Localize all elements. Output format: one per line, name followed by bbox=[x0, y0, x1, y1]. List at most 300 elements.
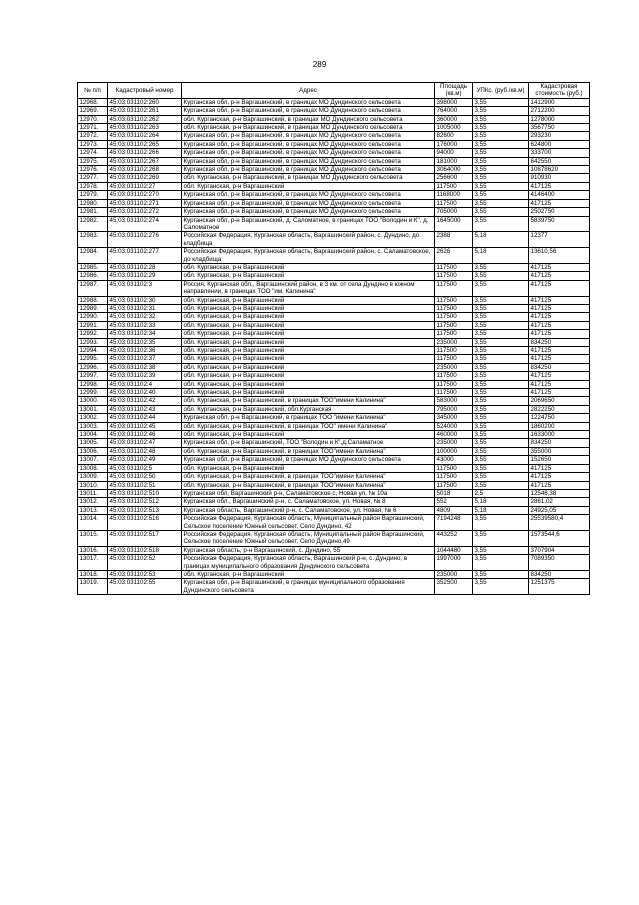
row-num: 12992. bbox=[78, 330, 108, 338]
row-num: 13018. bbox=[78, 570, 108, 578]
table-row bbox=[78, 208, 590, 216]
table-row bbox=[78, 272, 590, 280]
area: 117500 bbox=[435, 296, 473, 304]
address: обл. Курганская, р-н Варгашинский bbox=[182, 272, 435, 280]
address: обл. Курганская, р-н Варгашинский bbox=[182, 389, 435, 397]
cadastral-cost: 834250 bbox=[529, 570, 590, 578]
address: обл. Курганская, р-н Варгашинский bbox=[182, 313, 435, 321]
cadastral-cost: 417125 bbox=[529, 372, 590, 380]
cadastral-cost: 1412900 bbox=[529, 98, 590, 106]
address: Курганская обл, р-н Варгашинский, д. Саломатное, в границах ТОО "Володин и К", д. Саломатное bbox=[182, 216, 435, 232]
area: 235000 bbox=[435, 338, 473, 346]
cadastral-cost: 1573544,6 bbox=[529, 530, 590, 546]
cadastral-cost: 1860200 bbox=[529, 422, 590, 430]
area: 7194248 bbox=[435, 515, 473, 531]
row-num: 13005. bbox=[78, 439, 108, 447]
table-row bbox=[78, 157, 590, 165]
area: 117500 bbox=[435, 481, 473, 489]
cadastral-cost: 910930 bbox=[529, 174, 590, 182]
table-row bbox=[78, 555, 590, 571]
table-row bbox=[78, 296, 590, 304]
upks: 2,5 bbox=[473, 489, 529, 497]
upks: 3,55 bbox=[473, 422, 529, 430]
area: 100000 bbox=[435, 447, 473, 455]
row-num: 13001. bbox=[78, 405, 108, 413]
area: 94000 bbox=[435, 149, 473, 157]
row-num: 13004. bbox=[78, 431, 108, 439]
cadastral-number: 45:03:031102:262 bbox=[108, 115, 182, 123]
table-row bbox=[78, 355, 590, 363]
area: 117500 bbox=[435, 199, 473, 207]
address: обл. Курганская, р-н Варгашинский, в границах МО Дундинского сельсовета bbox=[182, 124, 435, 132]
cadastral-number: 45:03:031102:46 bbox=[108, 431, 182, 439]
cadastral-number: 45:03:031102:50 bbox=[108, 473, 182, 481]
area: 1645000 bbox=[435, 216, 473, 232]
cadastral-number: 45:03:031102:29 bbox=[108, 272, 182, 280]
table-row bbox=[78, 115, 590, 123]
cadastral-cost: 1224750 bbox=[529, 414, 590, 422]
cadastral-number: 45:03:031102:3 bbox=[108, 280, 182, 296]
cadastral-number: 45:03:031102:512 bbox=[108, 498, 182, 506]
cadastral-cost: 417125 bbox=[529, 304, 590, 312]
table-row bbox=[78, 447, 590, 455]
cadastral-cost: 7089350 bbox=[529, 555, 590, 571]
address: обл. Курганская, р-н Варгашинский, в границах ТОО"имени Калинина" bbox=[182, 397, 435, 405]
header-upks: УПКс. (руб./кв.м) bbox=[473, 83, 529, 99]
cadastral-number: 45:03:031102:263 bbox=[108, 124, 182, 132]
row-num: 13009. bbox=[78, 473, 108, 481]
cadastral-cost: 417125 bbox=[529, 347, 590, 355]
address: Курганская обл, р-н Варгашинский, в границах МО Дундинского сельсовета bbox=[182, 166, 435, 174]
cadastral-number: 45:03:031102:36 bbox=[108, 347, 182, 355]
row-num: 12987. bbox=[78, 280, 108, 296]
row-num: 12990. bbox=[78, 313, 108, 321]
cadastral-cost: 417125 bbox=[529, 464, 590, 472]
table-row bbox=[78, 456, 590, 464]
upks: 3,55 bbox=[473, 280, 529, 296]
cadastral-number: 45:03:031102:34 bbox=[108, 330, 182, 338]
table-header bbox=[78, 83, 590, 99]
address: Курганская обл, р-н Варгашинский, в границах МО Дундинского сельсовета bbox=[182, 149, 435, 157]
cadastral-cost: 355000 bbox=[529, 447, 590, 455]
cadastral-number: 45:03:031102:266 bbox=[108, 149, 182, 157]
cadastral-number: 45:03:031102:269 bbox=[108, 174, 182, 182]
cadastral-registry-table bbox=[77, 82, 590, 595]
upks: 3,55 bbox=[473, 431, 529, 439]
table-row bbox=[78, 98, 590, 106]
address: Курганская обл, р-н Варгашинский, в границах МО Дундинского сельсовета bbox=[182, 199, 435, 207]
address: Курганская обл, р-н Варгашинский, в границах МО Дундинского сельсовета bbox=[182, 132, 435, 140]
upks: 3,55 bbox=[473, 439, 529, 447]
address: Российская Федерация, Курганская область, Муниципальный район Варгашинский, Сельское поселение Южный сельсовет, Село Дундино, 42 bbox=[182, 515, 435, 531]
upks: 3,55 bbox=[473, 191, 529, 199]
area: 460000 bbox=[435, 431, 473, 439]
header-row bbox=[78, 83, 590, 99]
row-num: 12983. bbox=[78, 232, 108, 248]
table-row bbox=[78, 422, 590, 430]
cadastral-number: 45:03:031102:31 bbox=[108, 304, 182, 312]
table-row bbox=[78, 124, 590, 132]
area: 1044480 bbox=[435, 546, 473, 554]
area: 552 bbox=[435, 498, 473, 506]
cadastral-number: 45:03:031102:518 bbox=[108, 546, 182, 554]
cadastral-number: 45:03:031102:272 bbox=[108, 208, 182, 216]
row-num: 13002. bbox=[78, 414, 108, 422]
address: Курганская обл, р-н Варгашинский, в границах МО Дундинского сельсовета bbox=[182, 98, 435, 106]
cadastral-cost: 1251375 bbox=[529, 579, 590, 595]
table-row bbox=[78, 347, 590, 355]
cadastral-cost: 2822250 bbox=[529, 405, 590, 413]
address: Российская Федерация, Курганская область, Варгашинский район, с. Дундино, до кладбища bbox=[182, 232, 435, 248]
cadastral-cost: 417125 bbox=[529, 473, 590, 481]
row-num: 12968. bbox=[78, 98, 108, 106]
cadastral-cost: 12546,38 bbox=[529, 489, 590, 497]
row-num: 12975. bbox=[78, 157, 108, 165]
address: обл. Курганская, р-н Варгашинский, в границах ТОО"имени Калинина" bbox=[182, 481, 435, 489]
row-num: 12973. bbox=[78, 140, 108, 148]
address: обл. Курганская, р-н Варгашинский bbox=[182, 321, 435, 329]
address: Курганская обл, р-н Варгашинский, в границах МО Дундинского сельсовета bbox=[182, 157, 435, 165]
row-num: 13015. bbox=[78, 530, 108, 546]
address: обл. Курганская, р-н Варгашинский bbox=[182, 338, 435, 346]
cadastral-cost: 417125 bbox=[529, 280, 590, 296]
row-num: 12986. bbox=[78, 272, 108, 280]
address: обл. Курганская, р-н Варгашинский bbox=[182, 304, 435, 312]
cadastral-cost: 1278000 bbox=[529, 115, 590, 123]
upks: 3,55 bbox=[473, 174, 529, 182]
upks: 3,55 bbox=[473, 464, 529, 472]
table-row bbox=[78, 107, 590, 115]
cadastral-number: 45:03:031102:33 bbox=[108, 321, 182, 329]
cadastral-number: 45:03:031102:53 bbox=[108, 570, 182, 578]
row-num: 13016. bbox=[78, 546, 108, 554]
cadastral-number: 45:03:031102:39 bbox=[108, 372, 182, 380]
address: Россия, Курганская обл., Варгашинский район, в 3 км. от села Дундино в южном направлении, в границах ТОО "им. Калинина" bbox=[182, 280, 435, 296]
address: Курганская обл, р-н Варгашинский, в границах МО Дундинского сельсовета bbox=[182, 191, 435, 199]
table-row bbox=[78, 199, 590, 207]
area: 1005000 bbox=[435, 124, 473, 132]
address: обл. Курганская, р-н Варгашинский bbox=[182, 296, 435, 304]
row-num: 12980. bbox=[78, 199, 108, 207]
row-num: 12977. bbox=[78, 174, 108, 182]
area: 1997000 bbox=[435, 555, 473, 571]
cadastral-number: 45:03:031102:5 bbox=[108, 464, 182, 472]
cadastral-cost: 13610,56 bbox=[529, 248, 590, 264]
cadastral-number: 45:03:031102:267 bbox=[108, 157, 182, 165]
table-row bbox=[78, 174, 590, 182]
table-row bbox=[78, 263, 590, 271]
cadastral-number: 45:03:031102:277 bbox=[108, 248, 182, 264]
table-row bbox=[78, 363, 590, 371]
table-row bbox=[78, 330, 590, 338]
table-row bbox=[78, 232, 590, 248]
row-num: 12988. bbox=[78, 296, 108, 304]
address: Курганская обл, р-н Варгашинский, в границах муниципального образования Дундинского сельсовета bbox=[182, 579, 435, 595]
address: обл. Курганская, р-н Варгашинский bbox=[182, 347, 435, 355]
address: Курганская область, Варгашинский р-н, с. Саламатовское, ул. Новая, № 6 bbox=[182, 506, 435, 514]
address: обл. Курганская, р-н Варгашинский bbox=[182, 380, 435, 388]
table-row bbox=[78, 149, 590, 157]
address: Курганская обл, р-н Варгашинский, в границах МО Дундинского сельсовета bbox=[182, 208, 435, 216]
row-num: 12969. bbox=[78, 107, 108, 115]
row-num: 12996. bbox=[78, 363, 108, 371]
cadastral-number: 45:03:031102:55 bbox=[108, 579, 182, 595]
area: 117500 bbox=[435, 380, 473, 388]
upks: 3,55 bbox=[473, 149, 529, 157]
table-row bbox=[78, 570, 590, 578]
header-num: № п/п bbox=[78, 83, 108, 99]
cadastral-number: 45:03:031102:274 bbox=[108, 216, 182, 232]
table-row bbox=[78, 321, 590, 329]
table-row bbox=[78, 140, 590, 148]
cadastral-cost: 417125 bbox=[529, 296, 590, 304]
cadastral-cost: 624800 bbox=[529, 140, 590, 148]
cadastral-cost: 3707904 bbox=[529, 546, 590, 554]
address: Курганская область, р-н Варгашинский, с. Дундино, 55 bbox=[182, 546, 435, 554]
address: Курганская обл, р-н Варгашинский, в границах МО Дундинского сельсовета bbox=[182, 456, 435, 464]
table-row bbox=[78, 216, 590, 232]
table-row bbox=[78, 546, 590, 554]
table-body bbox=[78, 98, 590, 594]
cadastral-cost: 417125 bbox=[529, 389, 590, 397]
area: 117500 bbox=[435, 372, 473, 380]
area: 3064000 bbox=[435, 166, 473, 174]
address: обл. Курганская, р-н Варгашинский bbox=[182, 570, 435, 578]
cadastral-number: 45:03:031102:45 bbox=[108, 422, 182, 430]
area: 2626 bbox=[435, 248, 473, 264]
cadastral-number: 45:03:031102:52 bbox=[108, 555, 182, 571]
cadastral-cost: 417125 bbox=[529, 313, 590, 321]
address: обл. Курганская, р-н Варгашинский bbox=[182, 182, 435, 190]
cadastral-cost: 417125 bbox=[529, 272, 590, 280]
cadastral-number: 45:03:031102:4 bbox=[108, 380, 182, 388]
upks: 3,55 bbox=[473, 338, 529, 346]
row-num: 12999. bbox=[78, 389, 108, 397]
cadastral-cost: 417125 bbox=[529, 182, 590, 190]
cadastral-number: 45:03:031102:265 bbox=[108, 140, 182, 148]
upks: 3,55 bbox=[473, 397, 529, 405]
row-num: 13014. bbox=[78, 515, 108, 531]
cadastral-cost: 12377 bbox=[529, 232, 590, 248]
area: 524000 bbox=[435, 422, 473, 430]
table-row bbox=[78, 304, 590, 312]
upks: 3,55 bbox=[473, 546, 529, 554]
upks: 3,55 bbox=[473, 296, 529, 304]
cadastral-number: 45:03:031102:47 bbox=[108, 439, 182, 447]
row-num: 12972. bbox=[78, 132, 108, 140]
upks: 3,55 bbox=[473, 182, 529, 190]
address: Курганская обл, Варгашинский р-н, Саламатовское с, Новая ул, № 10а bbox=[182, 489, 435, 497]
upks: 5,18 bbox=[473, 248, 529, 264]
cadastral-cost: 642550 bbox=[529, 157, 590, 165]
table-row bbox=[78, 182, 590, 190]
row-num: 13006. bbox=[78, 447, 108, 455]
table-row bbox=[78, 405, 590, 413]
upks: 3,55 bbox=[473, 140, 529, 148]
area: 443252 bbox=[435, 530, 473, 546]
upks: 5,18 bbox=[473, 232, 529, 248]
cadastral-cost: 3567750 bbox=[529, 124, 590, 132]
area: 117500 bbox=[435, 330, 473, 338]
row-num: 12981. bbox=[78, 208, 108, 216]
cadastral-number: 45:03:031102:43 bbox=[108, 405, 182, 413]
area: 43000 bbox=[435, 456, 473, 464]
header-cadastral-number: Кадастровый номер bbox=[108, 83, 182, 99]
address: обл. Курганская, р-н Варгашинский bbox=[182, 263, 435, 271]
address: обл. Курганская, р-н Варгашинский, в границах МО Дундинского сельсовета bbox=[182, 174, 435, 182]
cadastral-number: 45:03:031102:268 bbox=[108, 166, 182, 174]
area: 352500 bbox=[435, 579, 473, 595]
upks: 3,55 bbox=[473, 263, 529, 271]
row-num: 12979. bbox=[78, 191, 108, 199]
area: 117500 bbox=[435, 355, 473, 363]
row-num: 12970. bbox=[78, 115, 108, 123]
row-num: 13017. bbox=[78, 555, 108, 571]
table-row bbox=[78, 397, 590, 405]
row-num: 13008. bbox=[78, 464, 108, 472]
row-num: 12976. bbox=[78, 166, 108, 174]
cadastral-cost: 417125 bbox=[529, 321, 590, 329]
address: Курганская обл, р-н Варгашинский, в границах МО Дундинского сельсовета bbox=[182, 107, 435, 115]
address: Курганская обл., Варгашинский р-н, с. Саламатовское, ул. Новая, № 8 bbox=[182, 498, 435, 506]
cadastral-number: 45:03:031102:510 bbox=[108, 489, 182, 497]
area: 117500 bbox=[435, 272, 473, 280]
address: Курганская обл, р-н Варгашинский, в границах ТОО "имени Калинина" bbox=[182, 414, 435, 422]
area: 117500 bbox=[435, 389, 473, 397]
upks: 5,18 bbox=[473, 506, 529, 514]
table-row bbox=[78, 248, 590, 264]
row-num: 13000. bbox=[78, 397, 108, 405]
header-cadastral-cost: Кадастровая стоимость (руб.) bbox=[529, 83, 590, 99]
address: Российская Федерация, Курганская область, Муниципальный район Варгашинский, Сельское поселение Южный сельсовет, Село Дундино,49 bbox=[182, 530, 435, 546]
table-row bbox=[78, 431, 590, 439]
upks: 3,55 bbox=[473, 115, 529, 123]
area: 117500 bbox=[435, 263, 473, 271]
area: 235000 bbox=[435, 570, 473, 578]
row-num: 12985. bbox=[78, 263, 108, 271]
cadastral-number: 45:03:031102:513 bbox=[108, 506, 182, 514]
address: Курганская обл, р-н Варгашинский, в границах МО Дундинского сельсовета bbox=[182, 140, 435, 148]
upks: 3,55 bbox=[473, 98, 529, 106]
cadastral-cost: 1633000 bbox=[529, 431, 590, 439]
row-num: 12971. bbox=[78, 124, 108, 132]
area: 360000 bbox=[435, 115, 473, 123]
row-num: 12997. bbox=[78, 372, 108, 380]
cadastral-number: 45:03:031102:270 bbox=[108, 191, 182, 199]
upks: 5,18 bbox=[473, 498, 529, 506]
cadastral-number: 45:03:031102:51 bbox=[108, 481, 182, 489]
cadastral-number: 45:03:031102:271 bbox=[108, 199, 182, 207]
header-area: Площадь (кв.м) bbox=[435, 83, 473, 99]
upks: 3,55 bbox=[473, 132, 529, 140]
upks: 3,55 bbox=[473, 199, 529, 207]
address: обл. Курганская, р-н Варгашинский bbox=[182, 372, 435, 380]
table-row bbox=[78, 489, 590, 497]
cadastral-cost: 417125 bbox=[529, 263, 590, 271]
address: Курганская обл, р-н Варгашинский, ТОО "Володин и К",д.Саламатное bbox=[182, 439, 435, 447]
area: 117500 bbox=[435, 347, 473, 355]
upks: 3,55 bbox=[473, 208, 529, 216]
cadastral-cost: 834250 bbox=[529, 439, 590, 447]
area: 117500 bbox=[435, 182, 473, 190]
upks: 3,55 bbox=[473, 570, 529, 578]
upks: 3,55 bbox=[473, 555, 529, 571]
cadastral-cost: 4146400 bbox=[529, 191, 590, 199]
cadastral-number: 45:03:031102:48 bbox=[108, 447, 182, 455]
cadastral-number: 45:03:031102:27 bbox=[108, 182, 182, 190]
cadastral-cost: 25539580,4 bbox=[529, 515, 590, 531]
address: Российская Федерация, Курганская область, Варгашинский район, с. Саламатовское, до кладбища bbox=[182, 248, 435, 264]
address: обл. Курганская, р-н Варгашинский bbox=[182, 330, 435, 338]
upks: 3,55 bbox=[473, 447, 529, 455]
cadastral-cost: 834250 bbox=[529, 338, 590, 346]
cadastral-number: 45:03:031102:261 bbox=[108, 107, 182, 115]
table-row bbox=[78, 280, 590, 296]
upks: 3,55 bbox=[473, 124, 529, 132]
address: обл. Курганская, р-н Варгашинский, в границах ТОО" имени Калинина" bbox=[182, 422, 435, 430]
area: 398000 bbox=[435, 98, 473, 106]
row-num: 12991. bbox=[78, 321, 108, 329]
upks: 3,55 bbox=[473, 530, 529, 546]
address: Российская Федерация, Курганская область, Варгашинский р-н, с. Дундино, в границах муниципального образования Дундинского сельсовета bbox=[182, 555, 435, 571]
upks: 3,55 bbox=[473, 313, 529, 321]
cadastral-number: 45:03:031102:28 bbox=[108, 263, 182, 271]
area: 117500 bbox=[435, 464, 473, 472]
row-num: 12978. bbox=[78, 182, 108, 190]
area: 345000 bbox=[435, 414, 473, 422]
area: 117500 bbox=[435, 304, 473, 312]
address: обл. Курганская, р-н Варгашинский, в границах ТОО"имени Калинина" bbox=[182, 447, 435, 455]
row-num: 13007. bbox=[78, 456, 108, 464]
upks: 3,55 bbox=[473, 166, 529, 174]
cadastral-cost: 417125 bbox=[529, 481, 590, 489]
upks: 3,55 bbox=[473, 515, 529, 531]
area: 181000 bbox=[435, 157, 473, 165]
upks: 3,55 bbox=[473, 380, 529, 388]
table-row bbox=[78, 380, 590, 388]
upks: 3,55 bbox=[473, 355, 529, 363]
row-num: 12984. bbox=[78, 248, 108, 264]
cadastral-cost: 333700 bbox=[529, 149, 590, 157]
table-row bbox=[78, 464, 590, 472]
table-row bbox=[78, 191, 590, 199]
address: обл. Курганская, р-н Варгашинский, обл.Курганская bbox=[182, 405, 435, 413]
area: 176000 bbox=[435, 140, 473, 148]
table-row bbox=[78, 439, 590, 447]
address: обл. Курганская, р-н Варгашинский, в границах ТОО"имени Калинина" bbox=[182, 473, 435, 481]
cadastral-cost: 2069650 bbox=[529, 397, 590, 405]
area: 117500 bbox=[435, 313, 473, 321]
table-row bbox=[78, 338, 590, 346]
upks: 3,55 bbox=[473, 304, 529, 312]
area: 82600 bbox=[435, 132, 473, 140]
cadastral-number: 45:03:031102:38 bbox=[108, 363, 182, 371]
upks: 3,55 bbox=[473, 272, 529, 280]
table-row bbox=[78, 313, 590, 321]
row-num: 13013. bbox=[78, 506, 108, 514]
page-number: 289 bbox=[312, 60, 327, 69]
area: 117500 bbox=[435, 280, 473, 296]
upks: 3,55 bbox=[473, 372, 529, 380]
cadastral-cost: 152650 bbox=[529, 456, 590, 464]
cadastral-number: 45:03:031102:517 bbox=[108, 530, 182, 546]
table-row bbox=[78, 414, 590, 422]
cadastral-number: 45:03:031102:30 bbox=[108, 296, 182, 304]
upks: 3,55 bbox=[473, 405, 529, 413]
upks: 3,55 bbox=[473, 456, 529, 464]
address: обл. Курганская, р-н Варгашинский, в границах МО Дундинского сельсовета bbox=[182, 115, 435, 123]
row-num: 12998. bbox=[78, 380, 108, 388]
